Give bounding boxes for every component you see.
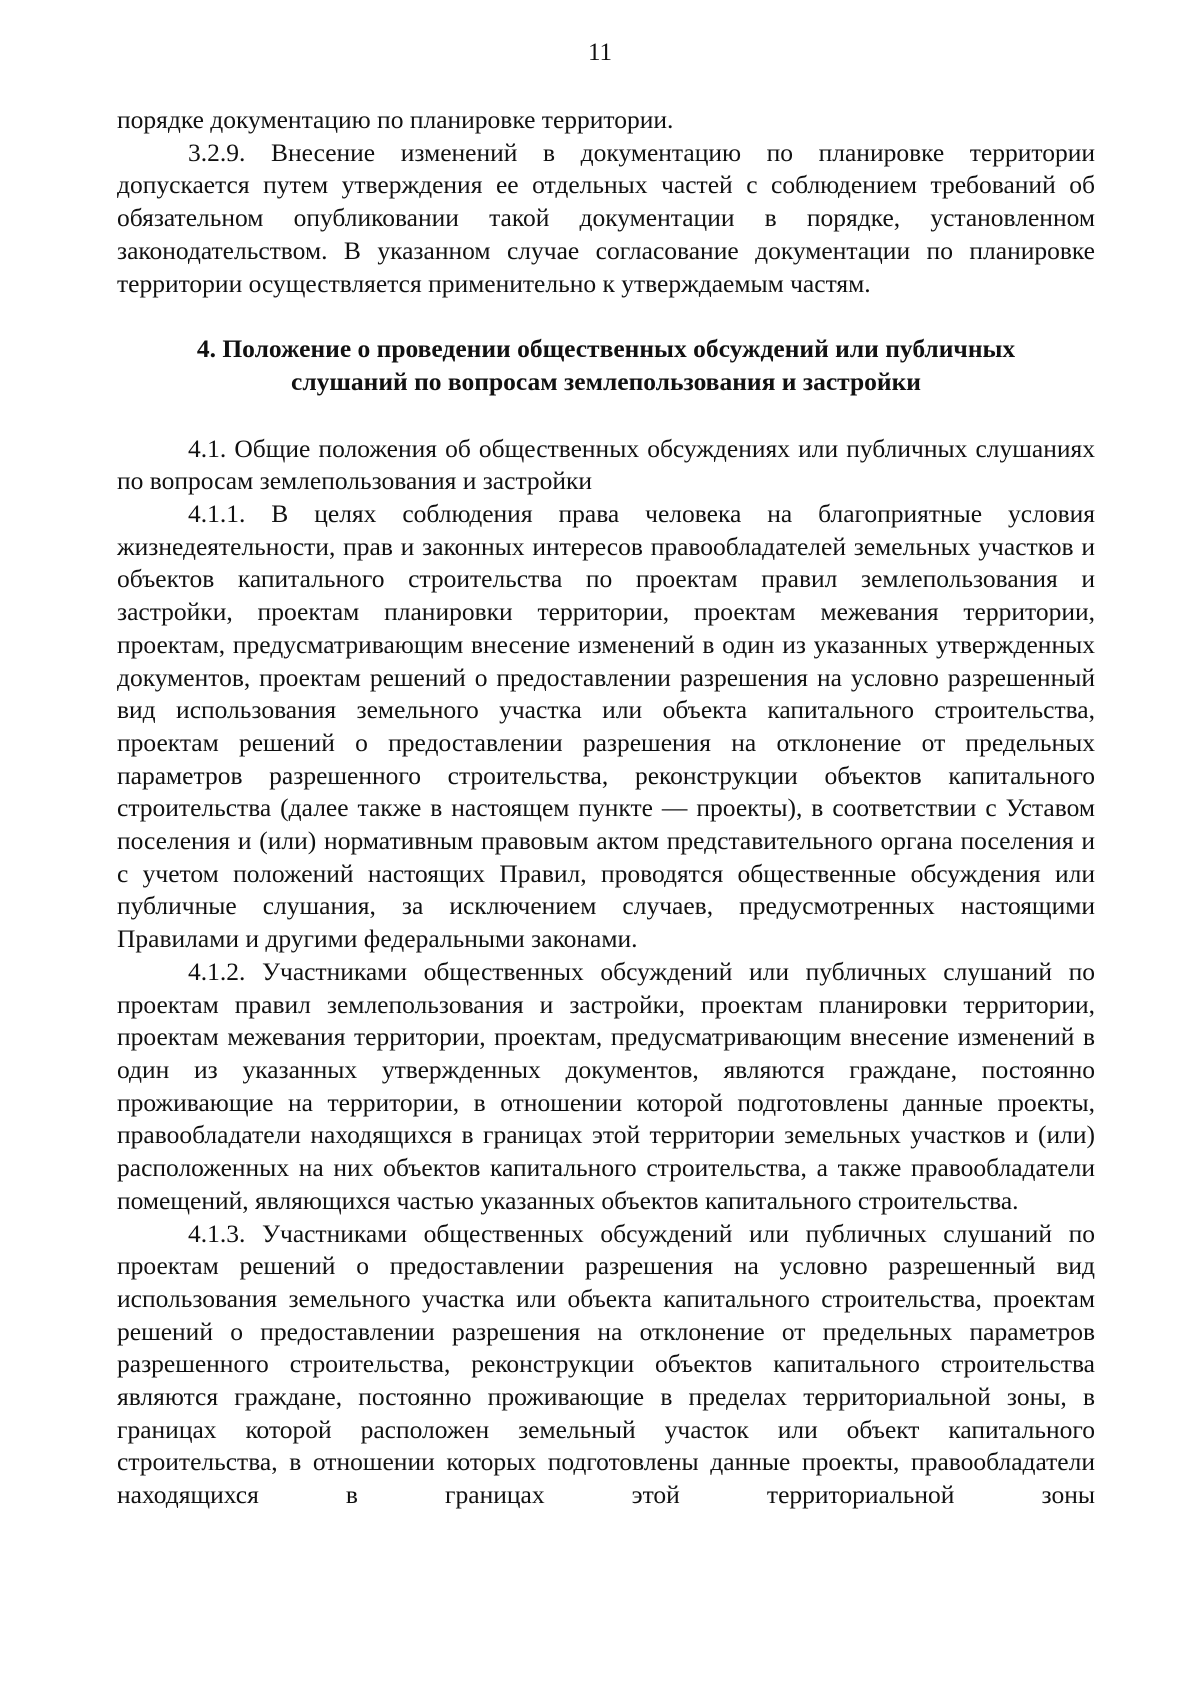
section-heading-line-2: слушаний по вопросам землепользования и застройки	[291, 366, 921, 396]
spacer	[117, 300, 1095, 333]
page-number: 11	[587, 39, 613, 66]
paragraph-4-1-2: 4.1.2. Участниками общественных обсуждений или публичных слушаний по проектам правил землепользования и застройки, проектам планировки территории, проектам межевания территории, проектам, предусматривающим внесение изменений в один из указанных утвержденных документов, являются граждане, постоянно проживающие на территории, в отношении которой подготовлены данные проекты, правообладатели находящихся в границах этой территории земельных участков и (или) расположенных на них объектов капитального строительства, а также правообладатели помещений, являющихся частью указанных объектов капитального строительства.	[117, 956, 1095, 1215]
section-heading	[117, 333, 1095, 398]
section-heading-line-1: 4. Положение о проведении общественных обсуждений или публичных	[196, 334, 1016, 364]
page-content	[117, 104, 1095, 1512]
paragraph-4-1-3: 4.1.3. Участниками общественных обсуждений или публичных слушаний по проектам решений о предоставлении разрешения на условно разрешенный вид использования земельного участка или объекта капитального строительства, проектам решений о предоставлении разрешения на отклонение от предельных параметров разрешенного строительства, реконструкции объектов капитального строительства являются граждане, постоянно проживающие в пределах территориальной зоны, в границах которой расположен земельный участок или объект капитального строительства, в отношении которых подготовлены данные проекты, правообладатели находящихся в границах этой территориальной зоны	[117, 1218, 1095, 1510]
paragraph-4-1: 4.1. Общие положения об общественных обсуждениях или публичных слушаниях по вопросам землепользования и застройки	[117, 433, 1095, 496]
paragraph-continuation: порядке документацию по планировке территории.	[117, 105, 674, 134]
spacer	[117, 399, 1095, 433]
paragraph-3-2-9: 3.2.9. Внесение изменений в документацию по планировке территории допускается путем утверждения ее отдельных частей с соблюдением требований об обязательном опубликовании такой документации в порядке, установленном законодательством. В указанном случае согласование документации по планировке территории осуществляется применительно к утверждаемым частям.	[117, 137, 1095, 298]
paragraph-4-1-1: 4.1.1. В целях соблюдения права человека на благоприятные условия жизнедеятельности, прав и законных интересов правообладателей земельных участков и объектов капитального строительства по проектам правил землепользования и застройки, проектам планировки территории, проектам межевания территории, проектам, предусматривающим внесение изменений в один из указанных утвержденных документов, проектам решений о предоставлении разрешения на условно разрешенный вид использования земельного участка или объекта капитального строительства, проектам решений о предоставлении разрешения на отклонение от предельных параметров разрешенного строительства, реконструкции объектов капитального строительства (далее также в настоящем пункте — проекты), в соответствии с Уставом поселения и (или) нормативным правовым актом представительного органа поселения и с учетом положений настоящих Правил, проводятся общественные обсуждения или публичные слушания, за исключением случаев, предусмотренных настоящими Правилами и другими федеральными законами.	[117, 499, 1095, 954]
